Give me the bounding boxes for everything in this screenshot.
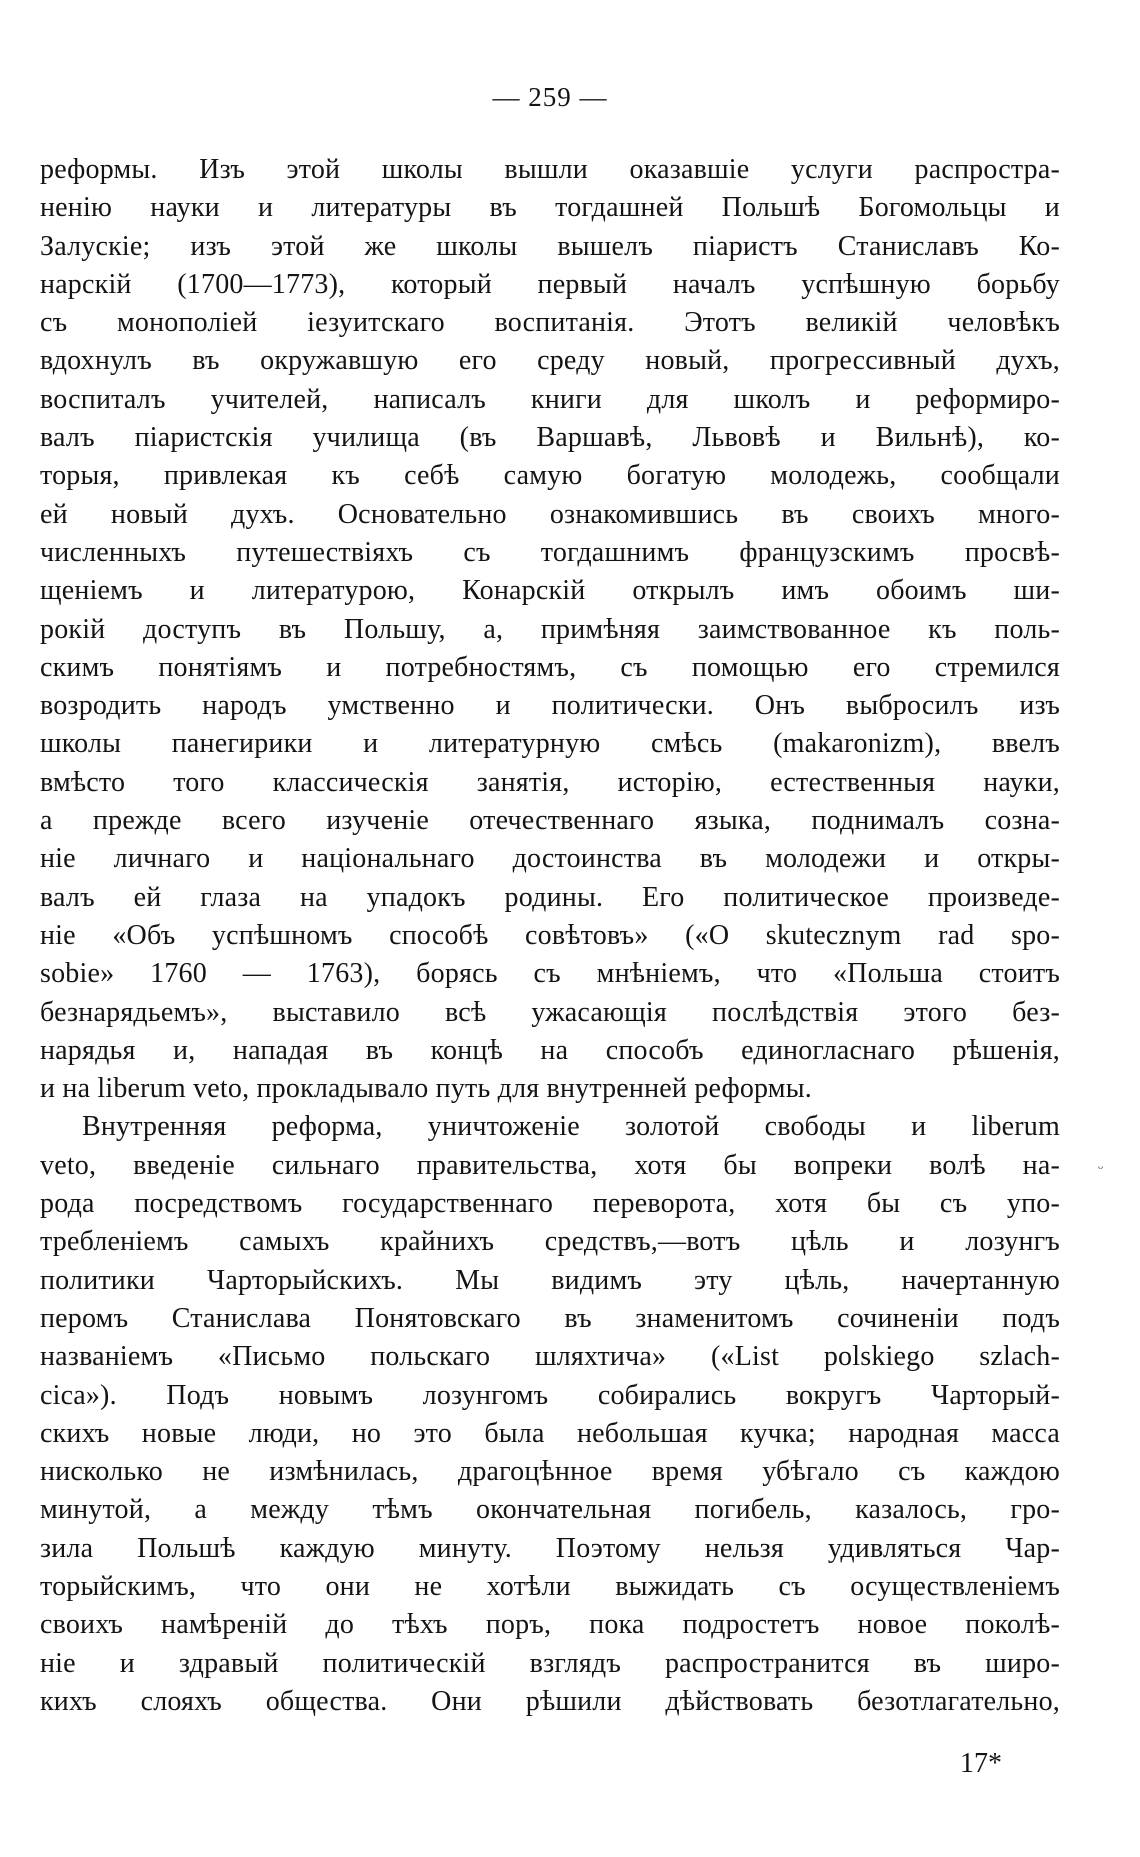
- text-line: скихъ новые люди, но это была небольшая кучка; народная масса: [40, 1417, 1060, 1449]
- text-line: ніе личнаго и національнаго достоинства въ молодежи и откры-: [40, 843, 1060, 875]
- text-line: торыя, привлекая къ себѣ самую богатую молодежь, сообщали: [40, 460, 1060, 492]
- text-line: валъ піаристскія училища (въ Варшавѣ, Львовѣ и Вильнѣ), ко-: [40, 422, 1060, 454]
- text-line: ей новый духъ. Основательно ознакомившись въ своихъ много-: [40, 498, 1060, 530]
- text-line: перомъ Станислава Понятовскаго въ знаменитомъ сочиненіи подъ: [40, 1302, 1060, 1334]
- text-line: воспиталъ учителей, написалъ книги для школъ и реформиро-: [40, 383, 1060, 415]
- text-line: cica»). Подъ новымъ лозунгомъ собирались вокругъ Чарторый-: [40, 1379, 1060, 1411]
- paragraph-start-line: Внутренняя реформа, уничтоженіе золотой свободы и liberum: [82, 1111, 1060, 1143]
- text-line: безнарядьемъ», выставило всѣ ужасающія послѣдствія этого без-: [40, 996, 1060, 1028]
- text-line: нарскій (1700—1773), который первый началъ успѣшную борьбу: [40, 268, 1060, 300]
- page-number: — 259 —: [492, 82, 608, 112]
- text-line: рокій доступъ въ Польшу, а, примѣняя заимствованное къ поль-: [40, 613, 1060, 645]
- text-line: нарядья и, нападая въ концѣ на способъ единогласнаго рѣшенія,: [40, 1034, 1060, 1066]
- text-line: ніе «Объ успѣшномъ способѣ совѣтовъ» («O skutecznym rad spo-: [40, 919, 1060, 951]
- text-line: а прежде всего изученіе отечественнаго языка, поднималъ созна-: [40, 805, 1060, 837]
- text-line: численныхъ путешествіяхъ съ тогдашнимъ французскимъ просвѣ-: [40, 536, 1060, 568]
- text-line: veto, введеніе сильнаго правительства, хотя бы вопреки волѣ на-: [40, 1149, 1060, 1181]
- text-line: ненію науки и литературы въ тогдашней Польшѣ Богомольцы и: [40, 192, 1060, 224]
- text-line: вдохнулъ въ окружавшую его среду новый, прогрессивный духъ,: [40, 345, 1060, 377]
- text-line: sobie» 1760 — 1763), борясь съ мнѣніемъ, что «Польша стоитъ: [40, 958, 1060, 990]
- text-line: торыйскимъ, что они не хотѣли выжидать съ осуществленіемъ: [40, 1570, 1060, 1602]
- text-line: политики Чарторыйскихъ. Мы видимъ эту цѣль, начертанную: [40, 1264, 1060, 1296]
- text-line: реформы. Изъ этой школы вышли оказавшіе услуги распростра-: [40, 154, 1060, 185]
- text-line: своихъ намѣреній до тѣхъ поръ, пока подростетъ новое поколѣ-: [40, 1609, 1060, 1641]
- text-line: кихъ слояхъ общества. Они рѣшили дѣйствовать безотлагательно,: [40, 1685, 1060, 1717]
- text-line: требленіемъ самыхъ крайнихъ средствъ,—вотъ цѣль и лозунгъ: [40, 1226, 1060, 1258]
- margin-mark: ᵕ: [1098, 1158, 1104, 1178]
- text-line: валъ ей глаза на упадокъ родины. Его политическое произведе-: [40, 881, 1060, 913]
- text-line: школы панегирики и литературную смѣсь (makaronizm), ввелъ: [40, 728, 1060, 760]
- text-line: минутой, а между тѣмъ окончательная погибель, казалось, гро-: [40, 1494, 1060, 1526]
- text-line: названіемъ «Письмо польскаго шляхтича» («List polskiego szlach-: [40, 1341, 1060, 1373]
- text-line: ніе и здравый политическій взглядъ распространится въ широ-: [40, 1647, 1060, 1679]
- text-line: вмѣсто того классическія занятія, исторію, естественныя науки,: [40, 766, 1060, 798]
- text-line: рода посредствомъ государственнаго переворота, хотя бы съ упо-: [40, 1188, 1060, 1220]
- text-line: съ монополіей іезуитскаго воспитанія. Этотъ великій человѣкъ: [40, 307, 1060, 339]
- text-line: нисколько не измѣнилась, драгоцѣнное время убѣгало съ каждою: [40, 1456, 1060, 1488]
- text-line: возродить народъ умственно и политически. Онъ выбросилъ изъ: [40, 690, 1060, 722]
- text-line: зила Польшѣ каждую минуту. Поэтому нельзя удивляться Чар-: [40, 1532, 1060, 1564]
- body-text: [40, 151, 1060, 1721]
- text-line: Залускіе; изъ этой же школы вышелъ піаристъ Станиславъ Ко-: [40, 230, 1060, 262]
- paragraph-end-line: и на liberum veto, прокладывало путь для внутренней реформы.: [40, 1073, 812, 1105]
- text-line: щеніемъ и литературою, Конарскій открылъ имъ обоимъ ши-: [40, 575, 1060, 607]
- signature-mark: 17*: [960, 1748, 1002, 1779]
- text-line: скимъ понятіямъ и потребностямъ, съ помощью его стремился: [40, 651, 1060, 683]
